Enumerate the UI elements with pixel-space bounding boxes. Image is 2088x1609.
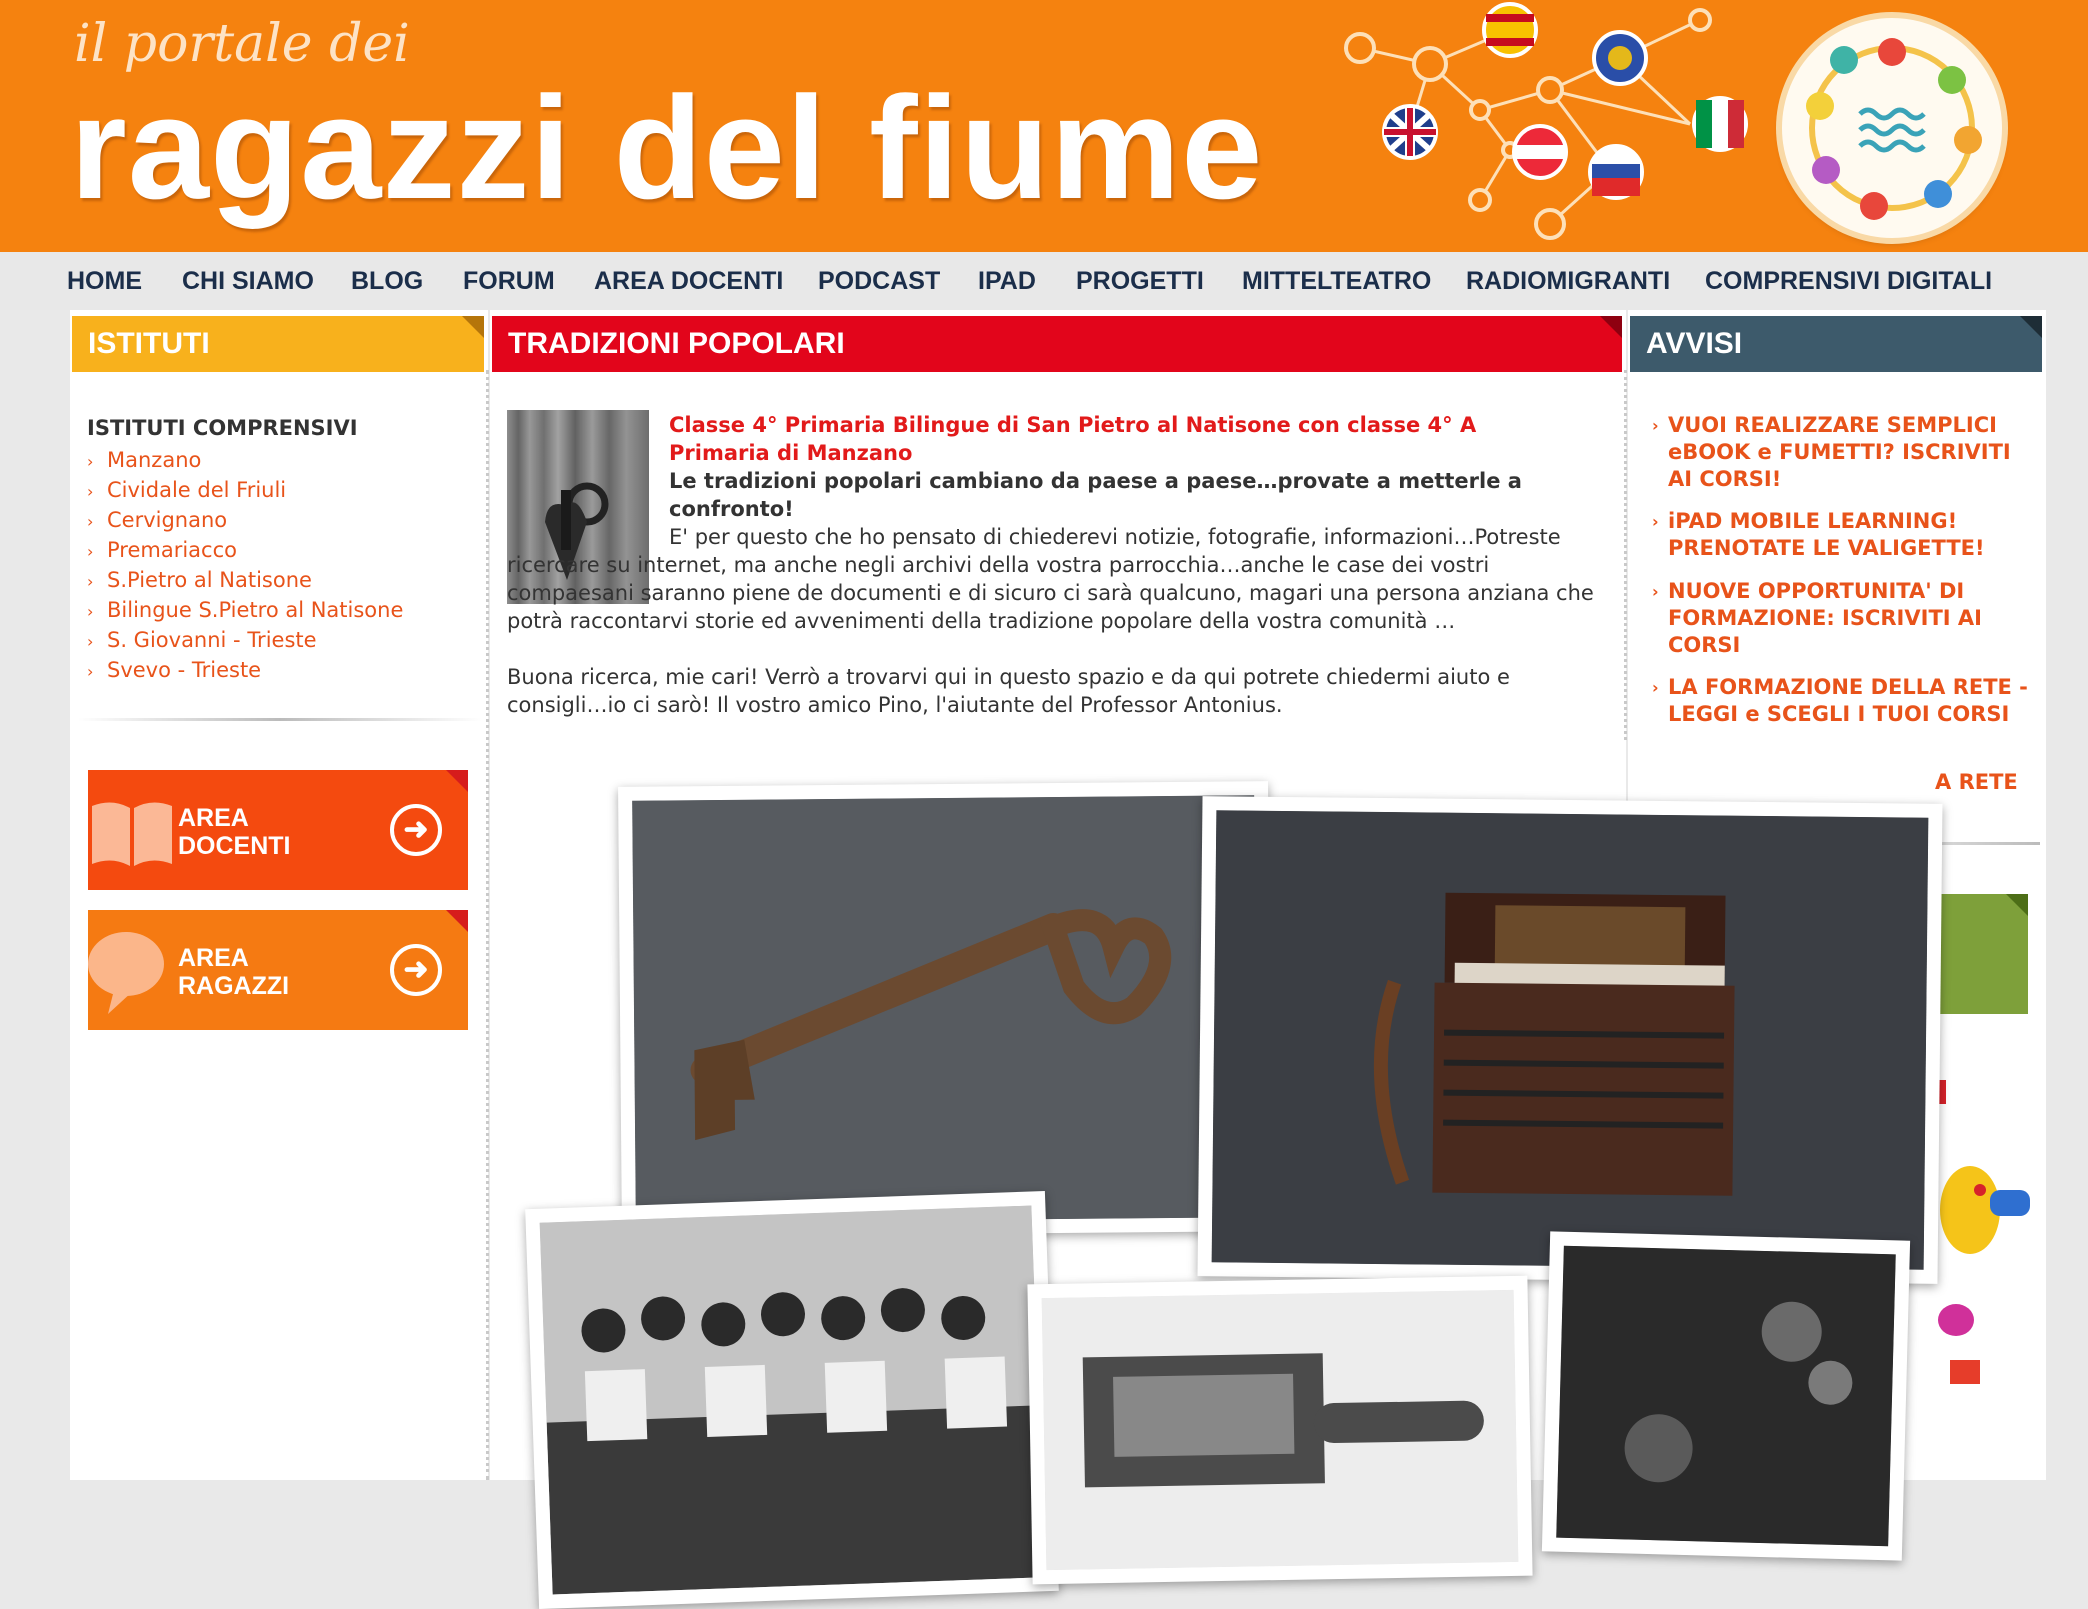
arrow-right-circle-icon: ➜ bbox=[390, 944, 442, 996]
chevron-right-icon: › bbox=[87, 602, 94, 621]
istituti-link[interactable]: › Manzano bbox=[87, 446, 403, 476]
nav-mittelteatro[interactable]: MITTELTEATRO bbox=[1242, 267, 1432, 295]
accordion-photo[interactable] bbox=[1198, 796, 1943, 1284]
avviso-item[interactable]: › iPAD MOBILE LEARNING! PRENOTATE LE VALIGETTE! bbox=[1652, 509, 1985, 560]
chevron-right-icon: › bbox=[87, 662, 94, 681]
nav-blog[interactable]: BLOG bbox=[351, 267, 424, 295]
nav-comprensivi-digitali[interactable]: COMPRENSIVI DIGITALI bbox=[1705, 267, 1993, 295]
flag-austria-icon[interactable] bbox=[1514, 126, 1566, 178]
promo-line: DOCENTI bbox=[178, 832, 291, 860]
avviso-item[interactable]: › VUOI REALIZZARE SEMPLICI eBOOK e FUMETTI? ISCRIVITI AI CORSI! bbox=[1652, 413, 2011, 491]
flag-italy-icon[interactable] bbox=[1694, 98, 1746, 150]
chevron-right-icon: › bbox=[1652, 416, 1659, 435]
istituti-link[interactable]: › Premariacco bbox=[87, 536, 403, 566]
column-separator bbox=[1624, 370, 1627, 740]
old-key-image bbox=[632, 795, 1258, 1222]
istituti-link[interactable]: › Bilingue S.Pietro al Natisone bbox=[87, 596, 403, 626]
article-subtitle: Le tradizioni popolari cambiano da paese a paese…provate a metterle a confronto! bbox=[669, 469, 1522, 521]
chevron-right-icon: › bbox=[87, 452, 94, 471]
istituti-subheading: ISTITUTI COMPRENSIVI bbox=[87, 416, 358, 440]
site-logo[interactable] bbox=[1782, 18, 2002, 238]
corner-fold bbox=[462, 316, 484, 338]
chevron-right-icon: › bbox=[87, 482, 94, 501]
tradizioni-header bbox=[492, 316, 1622, 372]
istituti-link[interactable]: › S.Pietro al Natisone bbox=[87, 566, 403, 596]
flag-slovenia-icon[interactable] bbox=[1590, 146, 1642, 198]
avviso-partial-link[interactable]: A RETE bbox=[1935, 770, 2018, 794]
avviso-item[interactable]: › LA FORMAZIONE DELLA RETE - LEGGI e SCEGLI I TUOI CORSI bbox=[1652, 675, 2028, 726]
chevron-right-icon: › bbox=[87, 572, 94, 591]
nav-home[interactable]: HOME bbox=[67, 267, 142, 295]
language-network-graphic bbox=[1320, 0, 1780, 252]
promo-line: AREA bbox=[178, 804, 249, 832]
corner-fold bbox=[446, 910, 468, 932]
istituti-list bbox=[87, 446, 403, 686]
istituti-heading: ISTITUTI bbox=[88, 327, 210, 360]
avvisi-heading: AVVISI bbox=[1646, 327, 1743, 360]
article-paragraph: E' per questo che ho pensato di chiederevi notizie, fotografie, informazioni…Potreste ricercare su internet, ma anche negli archivi della vostra parrocchia…anche le case dei vostri compaesani saranno piene de documenti e di sicuro ci sarà qualcuno, magari una persona anziana che potrà raccontarvi storie ed avvenimenti della tradizione popolare della vostra comunità … bbox=[507, 525, 1594, 633]
nav-forum[interactable]: FORUM bbox=[463, 267, 555, 295]
article-title[interactable]: Classe 4° Primaria Bilingue di San Pietro al Natisone con classe 4° A Primaria di Manzano bbox=[669, 413, 1477, 465]
article-paragraph: Buona ricerca, mie cari! Verrò a trovarvi qui in questo spazio e da qui potrete chiedermi aiuto e consigli…io ci sarò! Il vostro amico Pino, l'aiutante del Professor Antonius. bbox=[507, 665, 1510, 717]
nav-podcast[interactable]: PODCAST bbox=[818, 267, 941, 295]
area-docenti-button[interactable] bbox=[88, 770, 468, 890]
flag-uk-icon[interactable] bbox=[1384, 106, 1436, 158]
divider bbox=[78, 718, 482, 721]
avviso-item[interactable]: › NUOVE OPPORTUNITA' DI FORMAZIONE: ISCRIVITI AI CORSI bbox=[1652, 579, 1982, 657]
tradizioni-heading: TRADIZIONI POPOLARI bbox=[508, 327, 845, 360]
arrow-right-circle-icon: ➜ bbox=[390, 804, 442, 856]
nav-chi-siamo[interactable]: CHI SIAMO bbox=[182, 267, 314, 295]
corner-fold bbox=[2006, 894, 2028, 916]
group-photo[interactable] bbox=[525, 1191, 1059, 1609]
chevron-right-icon: › bbox=[1652, 678, 1659, 697]
chevron-right-icon: › bbox=[1652, 512, 1659, 531]
area-ragazzi-button[interactable] bbox=[88, 910, 468, 1030]
chevron-right-icon: › bbox=[87, 542, 94, 561]
accordion-image bbox=[1212, 810, 1929, 1269]
site-title[interactable]: ragazzi del fiume bbox=[70, 66, 1264, 229]
chevron-right-icon: › bbox=[87, 632, 94, 651]
istituti-link[interactable]: › Cividale del Friuli bbox=[87, 476, 403, 506]
avvisi-header bbox=[1630, 316, 2042, 372]
avvisi-list bbox=[1630, 400, 2042, 740]
istituti-link[interactable]: › Cervignano bbox=[87, 506, 403, 536]
book-icon bbox=[88, 796, 176, 868]
promo-line: RAGAZZI bbox=[178, 972, 290, 1000]
wooden-mold-photo[interactable] bbox=[1027, 1276, 1532, 1585]
flag-spain-icon[interactable] bbox=[1484, 4, 1536, 56]
crest-icon[interactable] bbox=[1594, 32, 1646, 84]
chevron-right-icon: › bbox=[87, 512, 94, 531]
site-header bbox=[0, 0, 2088, 252]
nav-area-docenti[interactable]: AREA DOCENTI bbox=[594, 267, 784, 295]
promo-line: AREA bbox=[178, 944, 249, 972]
nav-ipad[interactable]: IPAD bbox=[978, 267, 1036, 295]
corner-fold bbox=[1600, 316, 1622, 338]
main-nav bbox=[0, 252, 2088, 310]
key-photo[interactable] bbox=[618, 781, 1272, 1237]
istituti-link[interactable]: › S. Giovanni - Trieste bbox=[87, 626, 403, 656]
speech-bubble-icon bbox=[88, 926, 176, 1016]
musicians-group-image bbox=[540, 1206, 1045, 1595]
istituti-header bbox=[72, 316, 484, 372]
painting-photo[interactable] bbox=[1542, 1231, 1910, 1560]
nav-progetti[interactable]: PROGETTI bbox=[1076, 267, 1204, 295]
green-promo-box[interactable] bbox=[1936, 894, 2028, 1014]
corner-fold bbox=[2020, 316, 2042, 338]
wooden-mold-image bbox=[1042, 1290, 1519, 1570]
istituti-link[interactable]: › Svevo - Trieste bbox=[87, 656, 403, 686]
photo-collage-popup[interactable] bbox=[510, 770, 1940, 1480]
corner-fold bbox=[446, 770, 468, 792]
children-circle-logo-icon bbox=[1782, 18, 2002, 238]
nav-radiomigranti[interactable]: RADIOMIGRANTI bbox=[1466, 267, 1671, 295]
site-pretitle: il portale dei bbox=[74, 14, 410, 74]
cartoon-kids-image bbox=[1930, 1070, 2040, 1450]
chevron-right-icon: › bbox=[1652, 582, 1659, 601]
religious-painting-image bbox=[1556, 1246, 1896, 1547]
column-separator bbox=[486, 370, 489, 1480]
